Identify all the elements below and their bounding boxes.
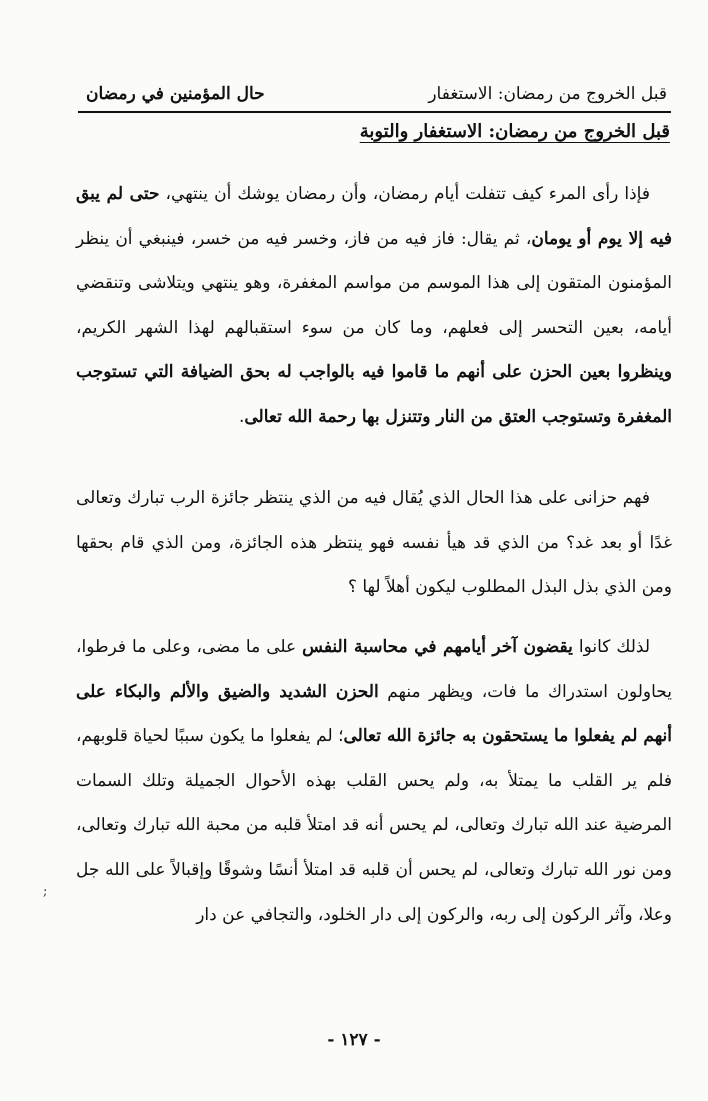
margin-mark: ; [43,884,48,899]
p1-text-1: فإذا رأى المرء كيف تتفلت أيام رمضان، وأن رمضان يوشك أن ينتهي، [165,184,650,204]
paragraph-1 [76,172,672,440]
p1-text-2: ، ثم يقال: فاز فيه من فاز، وخسر فيه من خسر، فينبغي أن ينظر المؤمنون المتقون إلى هذا الموسم من مواسم المغفرة، وهو ينتهي ويتلاشى وتنقضي أيامه، بعين التحسر إلى فعلهم، وما كان من سوء استقبالهم لهذا الشهر الكريم، [76,228,672,338]
p3-text-1: لذلك كانوا [578,637,651,657]
running-header [78,80,671,114]
p2-text-1: فهم حزانى على هذا الحال الذي يُقال فيه من الذي ينتظر جائزة الرب تبارك وتعالى غدًا أو بعد غد؟ من الذي قد هيأ نفسه فهو ينتظر هذه الجائزة، ومن الذي قام بحقها ومن الذي بذل البذل المطلوب ليكون أهلاً لها ؟ [76,488,672,598]
header-rule [78,111,671,113]
header-book-title: حال المؤمنين في رمضان [86,84,265,104]
header-chapter-title: قبل الخروج من رمضان: الاستغفار [428,84,667,104]
section-heading: قبل الخروج من رمضان: الاستغفار والتوبة [359,121,670,142]
page-number: - ١٢٧ - [327,1030,381,1050]
p1-bold-2: وينظروا بعين الحزن على أنهم ما قاموا فيه بالواجب له بحق الضيافة التي تستوجب المغفرة وتستوجب العتق من النار وتتنزل بها رحمة الله تعالى [76,362,672,427]
p3-bold-2: الحزن الشديد والضيق والألم والبكاء على أنهم لم يفعلوا ما يستحقون به جائزة الله تعالى [76,681,672,747]
p3-text-2: على ما مضى، وعلى ما فرطوا، يحاولون استدراك ما فات، ويظهر منهم [76,637,672,702]
p3-bold-1: يقضون آخر أيامهم في محاسبة النفس [302,637,573,657]
p1-text-3: . [238,406,245,427]
p1-bold-1: حتى لم يبق فيه إلا يوم أو يومان [76,184,673,249]
paragraph-3 [76,625,672,937]
p3-text-3: ؛ لم يفعلوا ما يكون سببًا لحياة قلوبهم، فلم ير القلب ما يمتلأ به، ولم يحس القلب بهذه الأحوال الجميلة وتلك السمات المرضية عند الله تبارك وتعالى، لم يحس أنه قد امتلأ قلبه من محبة الله تبارك وتعالى، ومن نور الله تبارك وتعالى، لم يحس أن قلبه قد امتلأ أنسًا وشوقًا وإقبالاً على الله جل وعلا، وآثر الركون إلى ربه، والركون إلى دار الخلود، والتجافي عن دار [76,726,672,925]
paragraph-2 [76,476,672,610]
